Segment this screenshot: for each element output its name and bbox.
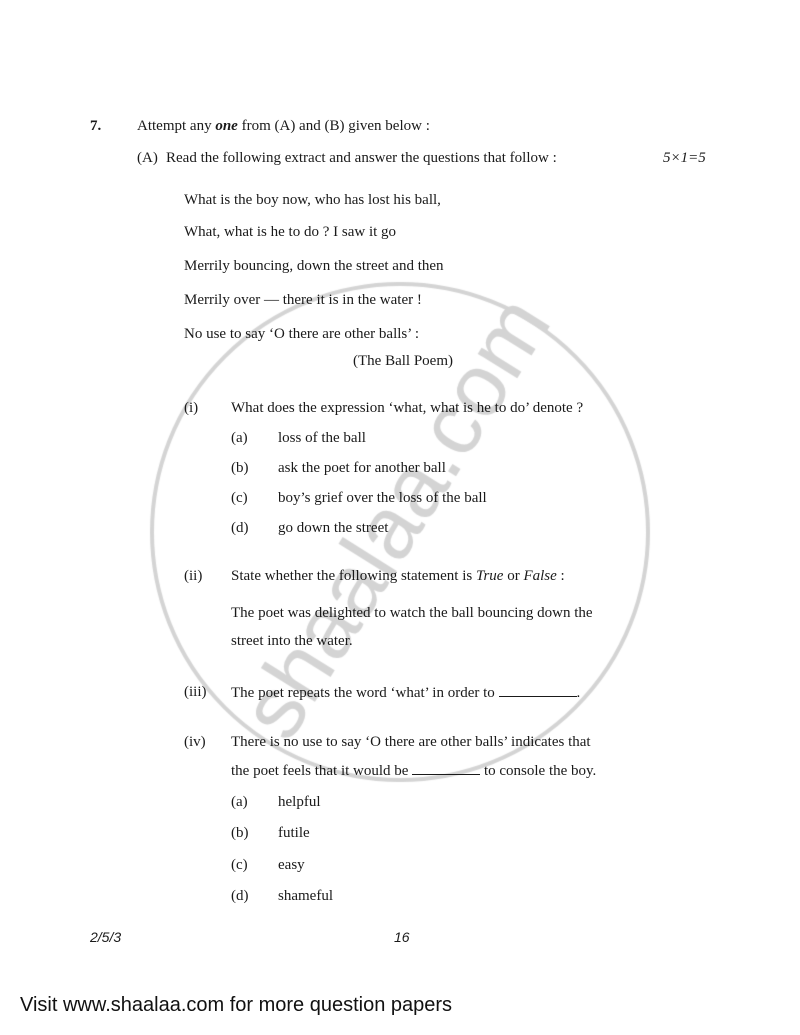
option-text: shameful	[278, 888, 333, 904]
subq-ii-statement: The poet was delighted to watch the ball bouncing down the	[231, 605, 593, 621]
option-text: helpful	[278, 794, 321, 810]
option-text: ask the poet for another ball	[278, 460, 446, 476]
part-a-label: (A)	[137, 150, 158, 166]
subq-ii-statement: street into the water.	[231, 633, 353, 649]
part-a-text: Read the following extract and answer the questions that follow :	[166, 150, 557, 166]
visit-banner: Visit www.shaalaa.com for more question papers	[20, 994, 453, 1016]
question-number: 7.	[90, 118, 102, 134]
option-label: (b)	[231, 460, 249, 476]
option-text: boy’s grief over the loss of the ball	[278, 490, 487, 506]
option-label: (a)	[231, 794, 248, 810]
subq-ii-label: (ii)	[184, 568, 203, 584]
extract-source: (The Ball Poem)	[353, 353, 453, 369]
extract-line: What, what is he to do ? I saw it go	[184, 224, 397, 240]
extract-line: Merrily over — there it is in the water !	[184, 292, 422, 308]
answer-blank	[412, 760, 480, 775]
subq-i-text: What does the expression ‘what, what is he to do’ denote ?	[231, 400, 584, 416]
option-label: (c)	[231, 857, 248, 873]
option-label: (d)	[231, 520, 249, 536]
subq-iv-text: the poet feels that it would be to console the boy.	[231, 760, 596, 781]
subq-iv-text: There is no use to say ‘O there are other balls’ indicates that	[231, 734, 591, 750]
page-number: 16	[394, 929, 410, 945]
option-label: (d)	[231, 888, 249, 904]
option-text: easy	[278, 857, 305, 873]
option-text: loss of the ball	[278, 430, 366, 446]
answer-blank	[499, 682, 577, 697]
subq-iv-label: (iv)	[184, 734, 206, 750]
paper-code: 2/5/3	[90, 929, 122, 945]
option-text: go down the street	[278, 520, 389, 536]
option-label: (c)	[231, 490, 248, 506]
extract-line: No use to say ‘O there are other balls’ :	[184, 326, 420, 342]
extract-line: What is the boy now, who has lost his ball,	[184, 192, 441, 208]
marks: 5×1=5	[663, 150, 706, 166]
option-label: (b)	[231, 825, 249, 841]
question-instruction: Attempt any one from (A) and (B) given below :	[137, 118, 430, 134]
extract-line: Merrily bouncing, down the street and then	[184, 258, 444, 274]
subq-ii-text: State whether the following statement is True or False :	[231, 568, 565, 584]
option-text: futile	[278, 825, 310, 841]
subq-i-label: (i)	[184, 400, 199, 416]
subq-iii-label: (iii)	[184, 684, 207, 700]
option-label: (a)	[231, 430, 248, 446]
subq-iii-text: The poet repeats the word ‘what’ in order to .	[231, 682, 580, 703]
